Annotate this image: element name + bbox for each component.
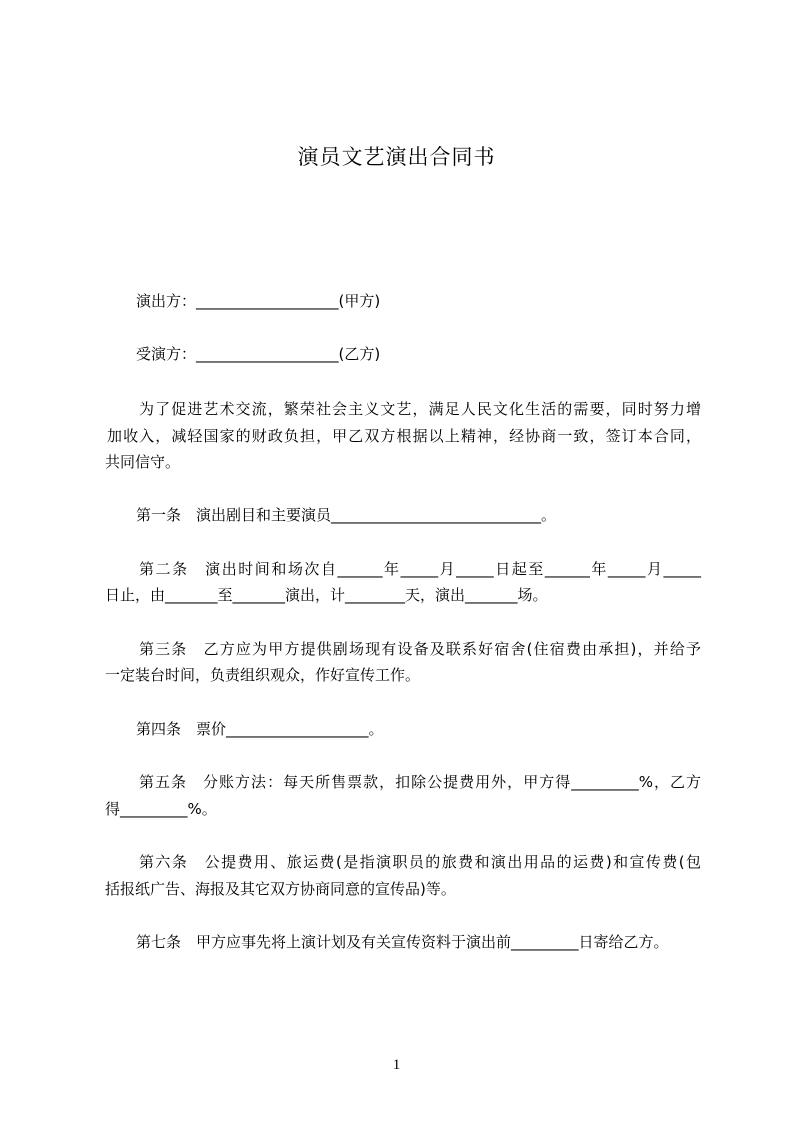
article-2-line-2: 日止，由_______至_______演出，计________天，演出_______场。 [105, 586, 548, 604]
party-a-line: 演出方：___________________(甲方) [136, 292, 381, 310]
article-5-line-2: 得_________%。 [105, 800, 217, 818]
article-2-line-1: 第二条 演出时间和场次自______年_____月_____日起至______年_____月_____ [139, 560, 701, 578]
article-1: 第一条 演出剧目和主要演员____________________________。 [136, 506, 557, 524]
intro-line-2: 加收入，减轻国家的财政负担，甲乙双方根据以上精神，经协商一致，签订本合同， [107, 427, 701, 445]
article-4: 第四条 票价___________________。 [136, 720, 384, 738]
article-7: 第七条 甲方应事先将上演计划及有关宣传资料于演出前_________日寄给乙方。 [136, 933, 669, 951]
document-title: 演员文艺演出合同书 [297, 145, 496, 169]
article-3-line-2: 一定装台时间，负责组织观众，作好宣传工作。 [105, 666, 421, 684]
article-6-line-2: 括报纸广告、海报及其它双方协商同意的宣传品)等。 [105, 880, 456, 898]
page-number: 1 [392, 1057, 401, 1073]
article-5-line-1: 第五条 分账方法：每天所售票款，扣除公提费用外，甲方得_________%，乙方 [139, 773, 701, 791]
article-6-line-1: 第六条 公提费用、旅运费(是指演职员的旅费和演出用品的运费)和宣传费(包 [139, 853, 701, 871]
article-3-line-1: 第三条 乙方应为甲方提供剧场现有设备及联系好宿舍(住宿费由承担)，并给予 [139, 640, 701, 658]
intro-line-3: 共同信守。 [105, 453, 181, 471]
party-b-line: 受演方：___________________(乙方) [136, 345, 381, 363]
intro-line-1: 为了促进艺术交流，繁荣社会主义文艺，满足人民文化生活的需要，同时努力增 [139, 400, 701, 418]
